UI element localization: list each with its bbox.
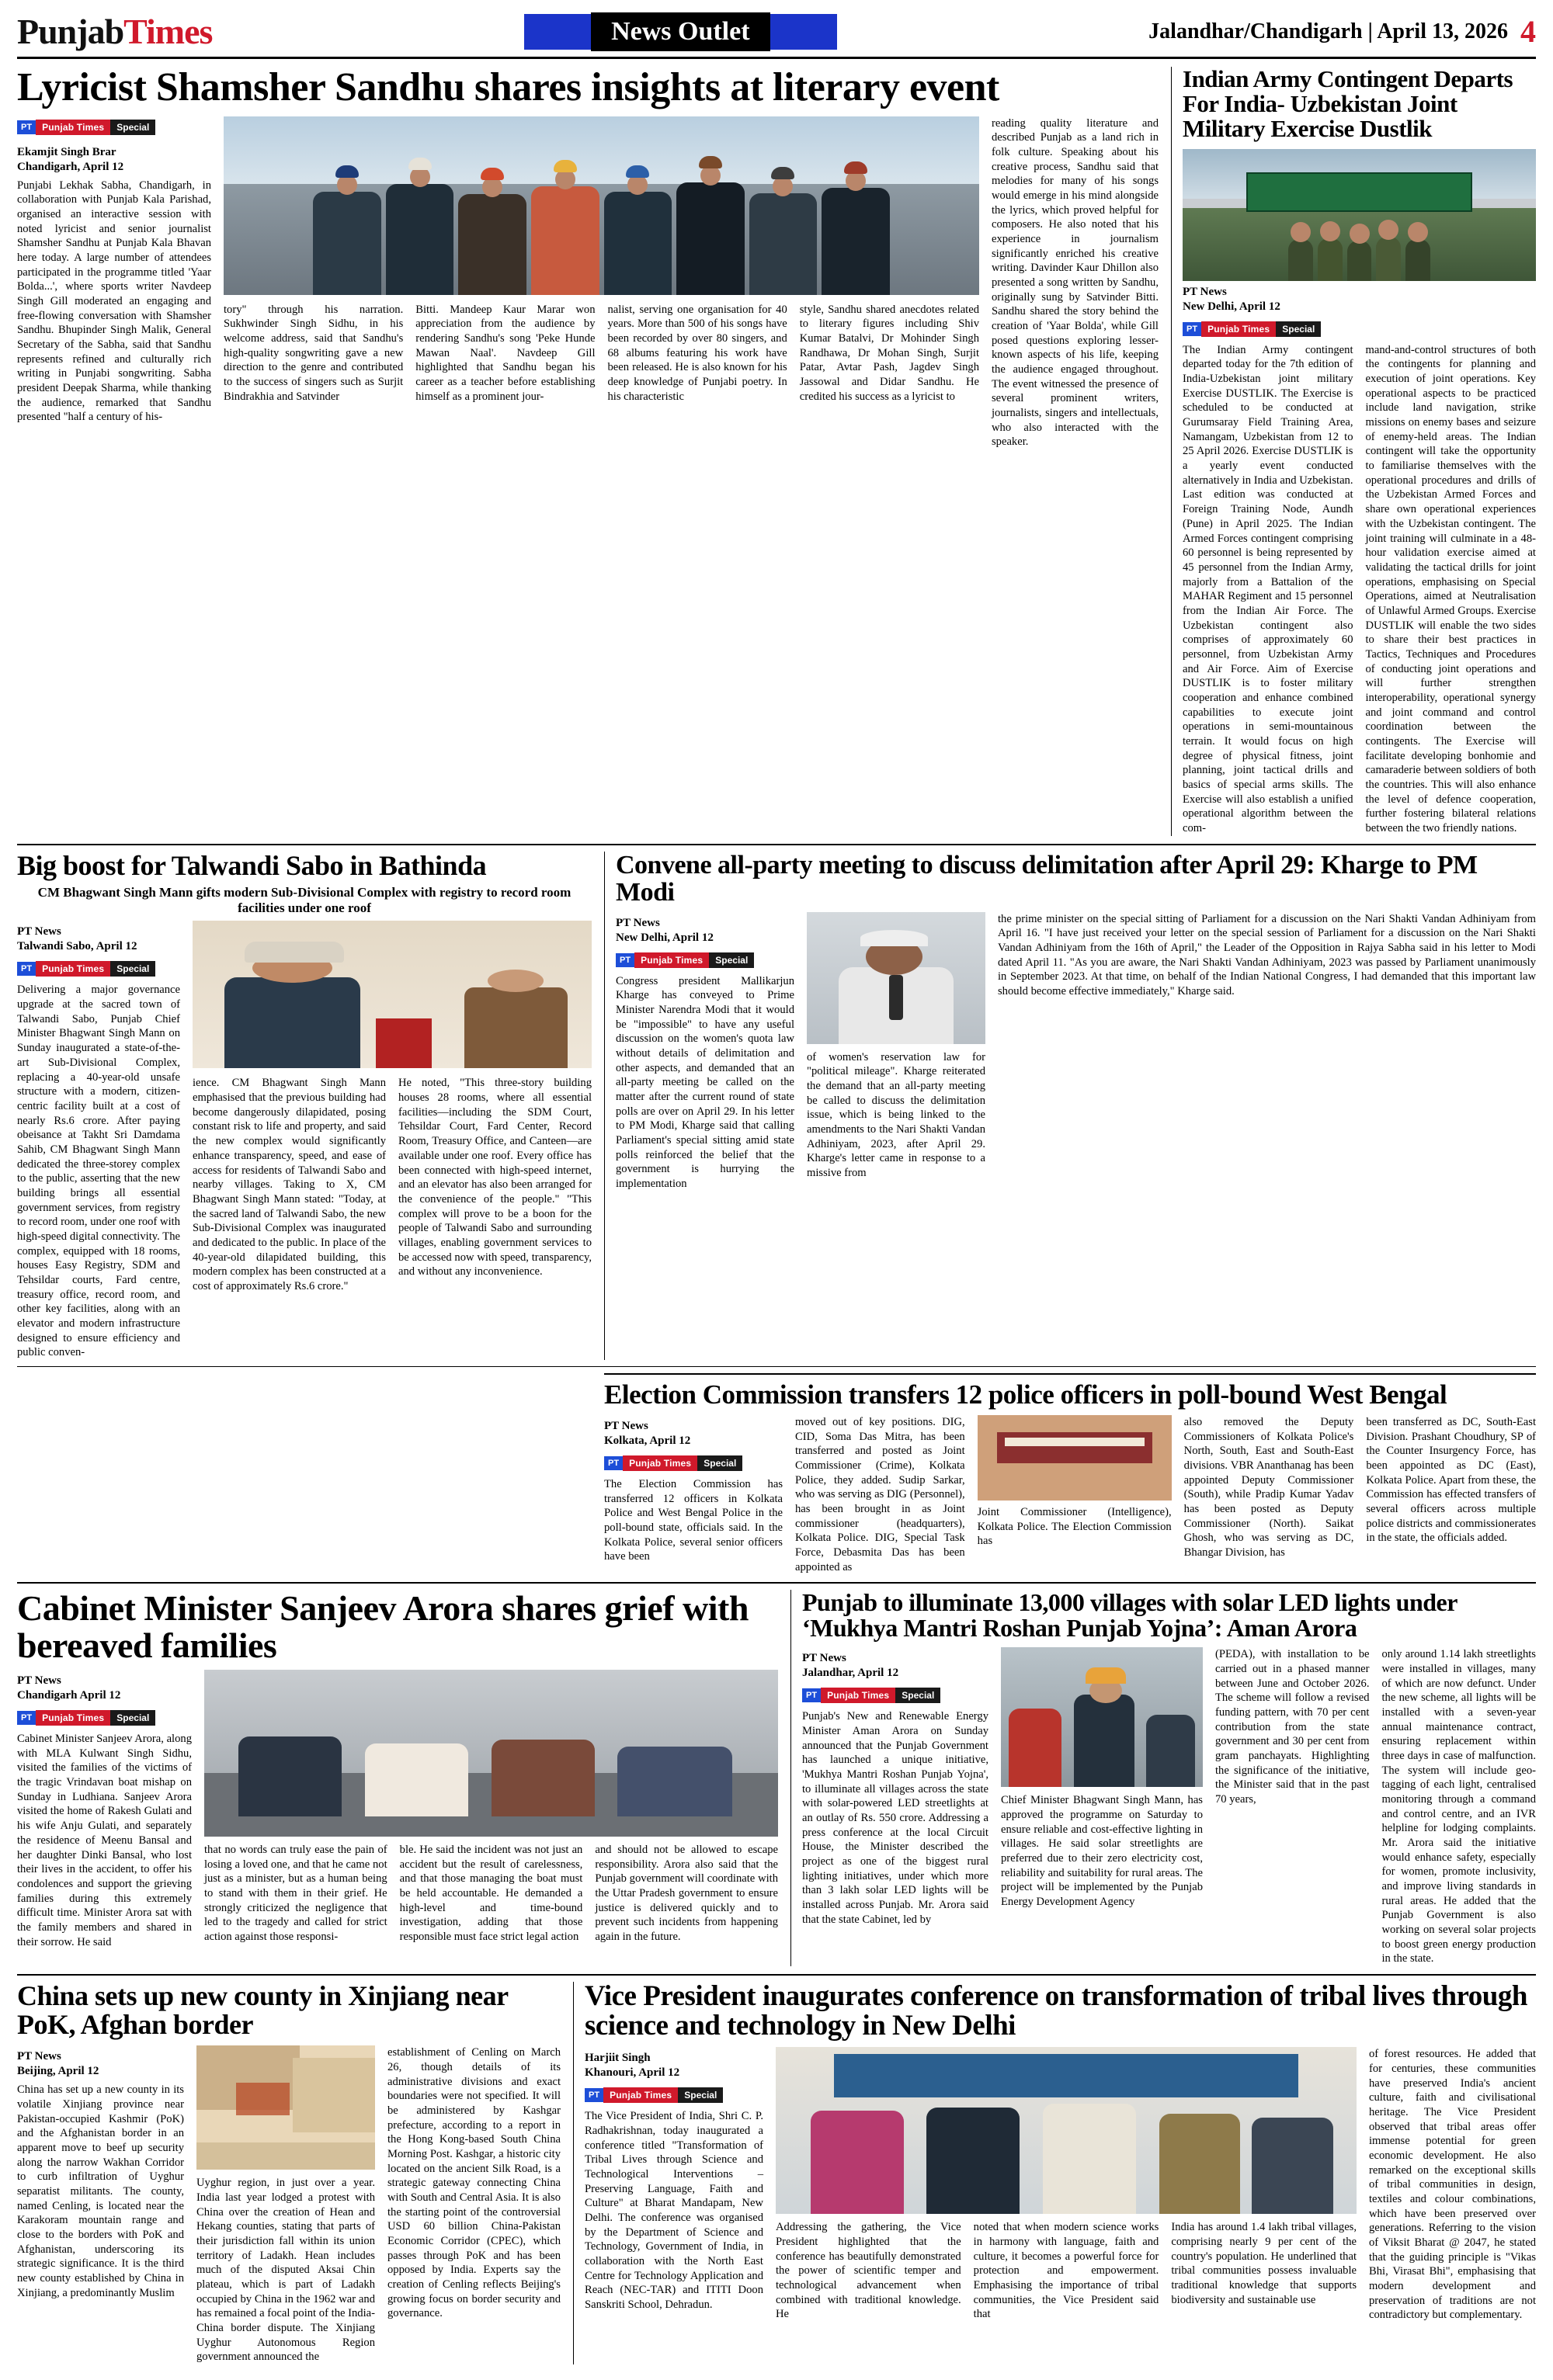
badge-special: Special [1276, 321, 1321, 337]
body-paragraph: only around 1.14 lakh streetlights were installed in villages, many of which are now defunct. Under the new scheme, all lights will be installed with a seven-year annual maintenance contract, ensuring replacement within three days in case of malfunction. The system will include geo-tagging of each light, centralised monitoring through a command and control centre, and an IVR helpline for lodging complaints. Mr. Arora said the initiative would enhance safety, especially for women, promote inclusivity, and improve living standards in rural areas. He added that the Punjab Government is also working on several solar projects to boost green energy production in the state. [1381, 1648, 1536, 1965]
page-title: Lyricist Shamsher Sandhu shares insights at literary event [17, 65, 999, 109]
body-paragraph: been transferred as DC, South-East Division. Prashant Choudhury, SP of the Counter Insurgency Force, has been appointed as DC (East), Kolkata Police. Apart from these, the Commission has effected transfers of several officers across multiple police districts and commissionerates in the state, the officials added. [1366, 1415, 1537, 1545]
article-china [17, 1982, 561, 2364]
body-paragraph: China has set up a new county in its volatile Xinjiang province near Pakistan-occupied Kashmir (PoK) and the Afghanistan border in an apparent move to beef up security along the narrow Wakhan Corridor to curb infiltration of Uyghur separatist militants. The county, named Cenling, is located near the Karakoram mountain range and close to the borders with PoK and Afghanistan, underscoring its strategic significance. It is the third new county established by China in Xinjiang, a predominantly Muslim [17, 2083, 184, 2299]
logo-text-primary: Punjab [17, 12, 124, 51]
outlet-title: News Outlet [591, 12, 770, 51]
lyricist-photo-and-cols [224, 116, 979, 449]
page-number: 4 [1520, 14, 1536, 49]
dateline: Beijing, April 12 [17, 2065, 99, 2078]
ec-office-photo [978, 1415, 1172, 1501]
body-paragraph: Uyghur region, in just over a year. India last year lodged a protest with China over the creation of Hean and Hekang counties, stating that parts of their jurisdiction fall within its union territory of Ladakh. Hean includes much of the disputed Aksai Chin plateau, which is part of Ladakh occupied by China in the 1962 war and has remained a focal point of the India-China border dispute. The Xinjiang Uyghur Autonomous Region government announced the [196, 2177, 375, 2364]
tribal-photo-cols [776, 2047, 1357, 2323]
byline: PT News [616, 916, 660, 929]
body-paragraph: the prime minister on the special sitting of Parliament for a discussion on the Nari Shakti Vandan Adhiniyam from April 16. "I have just received your letter on the special session of Parliament for a discussion on the Nari Shakti Vandan Adhiniyam from the 16th of April," the Leader of the Opposition in Rajya Sabha said in his letter to Modi dated April 11. "As you are aware, the Nari Shakti Vandan Adhiniyam, 2023 was passed by Parliament unanimously in September 2023. At that time, on behalf of the Indian National Congress, I had demanded that this important law should become effective immediately," Kharge said. [998, 912, 1536, 997]
body-paragraph: Addressing the gathering, the Vice President highlighted that the conference has beautifully demonstrated the power of scientific temper and technological advancement when combined with traditional knowledge. He [776, 2221, 961, 2321]
status-badge [17, 120, 155, 135]
dateline: New Delhi, April 12 [616, 931, 714, 944]
article-headline: Indian Army Contingent Departs For India- Uzbekistan Joint Military Exercise Dustlik [1183, 65, 1513, 142]
election-col-1 [604, 1415, 783, 1574]
byline: PT News [17, 925, 61, 938]
banner-blue-right [770, 14, 837, 50]
newspaper-icon: PT [17, 120, 36, 134]
status-badge [616, 952, 754, 968]
press-conference-photo [1001, 1647, 1203, 1787]
article-arora [17, 1590, 778, 1966]
badge-special: Special [110, 120, 155, 135]
article-headline: Election Commission transfers 12 police officers in poll-bound West Bengal [604, 1373, 1536, 1409]
badge-brand: Punjab Times [1201, 321, 1276, 337]
body-paragraph: Punjab's New and Renewable Energy Minister Aman Arora on Sunday announced that the Punjab Government has launched a unique initiative, 'Mukhya Mantri Roshan Punjab Yojna', to illuminate all villages across the state with solar-powered LED streetlights at an outlay of Rs. 550 crore. Addressing a press conference at the local Circuit House, the Minister described the project as one of the biggest rural lighting initiatives, under which more than 3 lakh solar LED lights will be installed across Punjab. Mr. Arora said that the state Cabinet, led by [802, 1710, 988, 1926]
article-lyricist [17, 67, 1159, 836]
banner-blue-left [524, 14, 591, 50]
lyricist-col-1 [17, 116, 211, 449]
article-headline: Big boost for Talwandi Sabo in Bathinda [17, 849, 487, 881]
body-paragraph: The Vice President of India, Shri C. P. Radhakrishnan, today inaugurated a conference titled "Transformation of Tribal Lives through Science and Technological Interventions – Preserving Language, Faith and Culture" at Bharat Mandapam, New Delhi. The conference was organised by the Department of Science and Technology, Government of India, in collaboration with the North East Centre for Technology Application and Reach (NEC-TAR) and ITITI Doon Sanskriti School, Dehradun. [585, 2110, 763, 2312]
publication-logo [17, 11, 212, 52]
byline: PT News [604, 1419, 648, 1432]
body-paragraph: noted that when modern science works in harmony with language, faith and culture, it becomes a powerful force for protection and empowerment. Emphasising the importance of tribal communities, the Vice President said that [973, 2221, 1159, 2321]
tribal-col-1 [585, 2047, 763, 2323]
body-paragraph: India has around 1.4 lakh tribal villages, comprising nearly 9 per cent of the country's population. He underlined that tribal communities possess invaluable traditional knowledge that supports biodiversity and sustainable use [1171, 2221, 1357, 2306]
talwandi-col-1 [17, 921, 180, 1359]
arora-photo-cols [204, 1670, 778, 1949]
badge-special: Special [709, 952, 754, 968]
byline: PT News [17, 1674, 61, 1688]
badge-brand: Punjab Times [623, 1455, 697, 1471]
outlet-banner [524, 12, 836, 51]
kharge-photo [807, 912, 985, 1044]
logo-text-accent: Times [123, 12, 213, 51]
article-solar [790, 1590, 1536, 1966]
body-paragraph: He noted, "This three-story building houses 28 rooms, where all essential facilities—including the SDM Court, Tehsildar Court, Fard Center, Record Room, Treasury Office, and Canteen—are available under one roof. Every office has been connected with high-speed internet, and an elevator has also been arranged for the convenience of the people." "This complex will prove to be a boon for the people of Talwandi Sabo and surrounding villages, enabling government services to be accessed now with speed, transparency, and without any inconvenience. [398, 1077, 592, 1278]
army-photo [1183, 149, 1536, 281]
status-badge [604, 1455, 742, 1471]
edition-info [1148, 13, 1536, 50]
body-paragraph: reading quality literature and described Punjab as a land rich in folk culture. Speaking about his creative process, Sandhu said that melodies for many of his songs would emerge in his mind alongside the lyrics, which proved helpful for composers. He also noted that his experience in journalism significantly enriched his creative writing. Davinder Kaur Dhillon also presented a song written by Sandhu, originally sung by Satvinder Bitti. Sandhu shared the story behind the creation of 'Yaar Bolda', while Gill posed questions exploring lesser-known aspects of his life, keeping the audience engaged throughout. The event witnessed the presence of several prominent writers, journalists, singers and intellectuals, who also interacted with the speaker. [992, 116, 1159, 449]
body-paragraph: The Indian Army contingent departed today for the 7th edition of India-Uzbekistan joint military Exercise DUSTLIK. The Exercise is scheduled to be conducted at Gurumsaray Field Training Area, Namangam, Uzbekistan from 12 to 25 April 2026. Exercise DUSTLIK is a yearly event conducted alternatively in India and Uzbekistan. Last edition was conducted at Foreign Training Node, Aundh (Pune) in April 2025. The Indian Armed Forces contingent comprising 60 personnel is being represented by 45 personnel from the Indian Army, majorly from a Battalion of the MAHAR Regiment and 15 personnel from the Indian Air Force. The Uzbekistan contingent also comprises of approximately 60 personnel, from Uzbekistan Army and Air Force. Aim of Exercise DUSTLIK is to foster military cooperation and enhance combined capabilities to execute joint operations in semi-mountainous terrain. It would focus on high degree of physical fitness, joint planning, joint tactical drills and basics of special arms skills. The Exercise will also establish a unified operational algorithm between the com- [1183, 343, 1353, 834]
body-paragraph: moved out of key positions. DIG, CID, Soma Das Mitra, has been transferred and posted as Joint Commissioner (Crime), Kolkata Police, they added. Sudip Sarkar, who was serving as DIG (Personnel), has been brought in as Joint commissioner (headquarters), Kolkata Police. DIG, Special Task Force, Debasmita Das has been appointed as [795, 1415, 965, 1573]
badge-special: Special [110, 961, 155, 977]
status-badge [585, 2087, 723, 2103]
article-subhead: CM Bhagwant Singh Mann gifts modern Sub-Divisional Complex with registry to record room facilities under one roof [37, 884, 572, 916]
delim-col-2 [807, 912, 985, 1192]
body-paragraph: ience. CM Bhagwant Singh Mann emphasised that the previous building had become dangerously dilapidated, posing constant risk to life and property, and said the new complex would significantly enhance transparency, speed, and ease of access for residents of Talwandi Sabo and nearby villages. Taking to X, CM Bhagwant Singh Mann stated: "Today, at the sacred land of Talwandi Sabo, the new Sub-Divisional Complex was inaugurated and dedicated to the public. In place of the 40-year-old dilapidated building, this modern complex has been constructed at a cost of approximately Rs.6 crore." [193, 1077, 386, 1292]
dateline: Kolkata, April 12 [604, 1434, 691, 1447]
badge-brand: Punjab Times [603, 2087, 678, 2103]
article-headline: Punjab to illuminate 13,000 villages with solar LED lights under ‘Mukhya Mantri Roshan Punjab Yojna’: Aman Arora [802, 1588, 1457, 1643]
badge-special: Special [697, 1455, 742, 1471]
article-army [1171, 67, 1536, 836]
badge-special: Special [110, 1710, 155, 1726]
dateline: Chandigarh, April 12 [17, 160, 124, 173]
byline: PT News [1183, 285, 1227, 298]
arora-col-1 [17, 1670, 192, 1949]
condolence-photo [204, 1670, 778, 1837]
badge-brand: Punjab Times [36, 961, 110, 977]
body-paragraph: also removed the Deputy Commissioners of Kolkata Police's North, South, East and South-East divisions. VBR Ananthanag has been appointed Deputy Commissioner (South), while Pradip Kumar Yadav has been posted as Deputy Commissioner (North). Saikat Ghosh, who was serving as DC, Bhangar Division, has [1183, 1415, 1354, 1559]
byline: Ekamjit Singh Brar [17, 145, 116, 158]
newspaper-icon: PT [17, 962, 36, 976]
badge-brand: Punjab Times [36, 120, 110, 135]
election-photo-col [978, 1415, 1172, 1574]
body-paragraph: Punjabi Lekhak Sabha, Chandigarh, in collaboration with Punjab Kala Parishad, organised an interactive session with noted lyricist and senior journalist Shamsher Sandhu at Punjab Kala Bhavan here today. A large number of attendees participated in the programme titled 'Yaar Bolda...', where sports writer Navdeep Singh Gill moderated an engaging and free-flowing conversation with Shamsher Sandhu. Bhupinder Singh Malik, General Secretary of the Sabha, said that Sandhu represents refined and culturally rich writing in Punjabi songwriting. Sabha president Deepak Sharma, while thanking the audience, remarked that Sandhu presented "half a century of his- [17, 179, 211, 424]
body-paragraph: Cabinet Minister Sanjeev Arora, along with MLA Kulwant Singh Sidhu, visited the families of the victims of the tragic Vrindavan boat mishap on Sunday in Ludhiana. Sanjeev Arora visited the home of Rakesh Gulati and his wife Anju Gulati, and separately the residence of Meenu Bansal and her daughter Dinki Bansal, who lost their lives in the accident, to offer his condolences and support the grieving families during this extremely difficult time. Minister Arora sat with the family members and shared in their sorrow. He said [17, 1733, 192, 1948]
delim-col-1 [616, 912, 794, 1192]
article-election [604, 1373, 1536, 1574]
body-paragraph: Delivering a major governance upgrade at the sacred town of Talwandi Sabo, Punjab Chief Minister Bhagwant Singh Mann on Sunday inaugurated a state-of-the-art Sub-Divisional Complex, replacing a 40-year-old unsafe structure with a modern, citizen-centric facility built at a cost of nearly Rs.6 crore. After paying obeisance at Takht Sri Damdama Sahib, CM Bhagwant Singh Mann dedicated the three-storey complex to the public, asserting that the new building brings all essential government services, from registry to record room, under one roof with high-speed digital connectivity. The complex, equipped with 18 rooms, houses Easy Registry, SDM and Tehsildar courts, Fard centre, treasury office, record room, and other key facilities, along with an elevator and modern infrastructure designed to ensure efficiency and public conven- [17, 984, 180, 1359]
body-paragraph: nalist, serving one organisation for 40 years. More than 500 of his songs have been recorded by over 80 singers, and 68 albums featuring his work have been released. He is also known for his deep knowledge of Punjabi poetry. In his characteristic [607, 303, 787, 403]
body-paragraph: style, Sandhu shared anecdotes related to literary figures including Shiv Kumar Batalvi, Dr Mohinder Singh Randhawa, Dr Mohan Singh, Surjit Patar, Avtar Pash, Jagdev Singh Jassowal and Didar Sandhu. He credited his success as a lyricist to [799, 303, 979, 403]
solar-col-2 [1001, 1647, 1203, 1966]
body-paragraph: Congress president Mallikarjun Kharge has conveyed to Prime Minister Narendra Modi that it would be "impossible" to have any useful discussion on the women's quota law without details of delimitation and other aspects, and demanded that an all-party meeting be called on the matter after the current round of state polls are over on April 29. In his letter to PM Modi, Kharge said that calling Parliament's special sitting amid state polls reinforced the belief that the government is hurrying the implementation [616, 974, 794, 1191]
dateline: Chandigarh April 12 [17, 1689, 121, 1702]
solar-col-1 [802, 1647, 988, 1966]
status-badge [1183, 321, 1321, 337]
badge-brand: Punjab Times [634, 952, 709, 968]
dateline: Khanouri, April 12 [585, 2066, 680, 2080]
body-paragraph: Joint Commissioner (Intelligence), Kolkata Police. The Election Commission has [977, 1505, 1172, 1548]
newspaper-icon: PT [17, 1711, 36, 1725]
body-paragraph: of women's reservation law for "political mileage". Kharge reiterated the demand that an all-party meeting be called to discuss the delimitation issue, which is being linked to the amendments to the Nari Shakti Vandan Adhiniyam, 2023, after April 29. Kharge's letter came in response to a missive from [807, 1050, 985, 1180]
body-paragraph: that no words can truly ease the pain of losing a loved one, and that he came not just as a minister, but as a human being to stand with them in their grief. He strongly criticized the negligence that led to the tragedy and called for strict action against those responsi- [204, 1844, 387, 1944]
newspaper-icon: PT [1183, 322, 1201, 336]
body-paragraph: establishment of Cenling on March 26, though details of its administrative divisions and exact boundaries were not specified. It will be administered by Kashgar prefecture, according to a report in the Hong Kong-based South China Morning Post. Kashgar, a historic city located on the ancient Silk Road, is a strategic gateway connecting China with South and Central Asia. It is also the starting point of the controversial USD 60 billion China-Pakistan Economic Corridor (CPEC), which passes through PoK and has been opposed by India. Experts say the creation of Cenling reflects Beijing's growing focus on border security and governance. [387, 2046, 561, 2320]
cm-photo [193, 921, 592, 1068]
masthead [17, 11, 1536, 59]
body-paragraph: ble. He said the incident was not just an accident but the result of carelessness, and that those managing the boat must be held accountable. He demanded a high-level and time-bound investigation, adding that those responsible must face strict legal action [399, 1844, 583, 1944]
body-paragraph: Chief Minister Bhagwant Singh Mann, has approved the programme on Saturday to ensure reliable and cost-effective lighting in villages. He said solar streetlights are preferred due to their zero electricity cost, reliability and suitability for rural areas. The project will be implemented by the Punjab Energy Development Agency [1001, 1794, 1203, 1908]
status-badge [802, 1688, 940, 1703]
china-col-1 [17, 2045, 184, 2364]
china-col-2 [196, 2045, 375, 2364]
article-tribal [573, 1982, 1536, 2364]
body-paragraph: tory" through his narration. Sukhwinder Singh Sidhu, in his welcome address, said that Sandhu's high-quality songwriting gave a new direction to the genre and contributed to the success of singers such as Surjit Bindrakhia and Satvinder [224, 303, 404, 403]
badge-brand: Punjab Times [821, 1688, 895, 1703]
badge-special: Special [678, 2087, 723, 2103]
status-badge [17, 961, 155, 977]
edition-text: Jalandhar/Chandigarh | April 13, 2026 [1148, 19, 1508, 43]
article-headline: China sets up new county in Xinjiang near PoK, Afghan border [17, 1980, 508, 2041]
body-paragraph: of forest resources. He added that for centuries, these communities have preserved India's ancient culture, faith and civilisational heritage. The Vice President observed that tribal areas offer immense potential for green economic development. He also remarked on the exceptional skills of tribal communities in design, textiles and colour combinations, which have been preserved over generations. Referring to the vision of Viksit Bharat @ 2047, he stated that the guiding principle is "Vikas Bhi, Virasat Bhi", emphasising that modern development and preservation of traditions are not contradictory but complementary. [1369, 2048, 1536, 2322]
body-paragraph: The Election Commission has transferred 12 officers in Kolkata Police and West Bengal Police in the poll-bound state, officials said. In the Kolkata Police, several senior officers have been [604, 1477, 783, 1563]
body-paragraph: Bitti. Mandeep Kaur Marar won appreciation from the audience by rendering Sandhu's song 'Peke Hunde Mawan Naal'. Navdeep Gill highlighted that Sandhu began his career as a teacher before establishing himself as a prominent jour- [415, 303, 596, 403]
badge-special: Special [895, 1688, 940, 1703]
event-photo [224, 116, 979, 295]
status-badge [17, 1710, 155, 1726]
conference-photo [776, 2047, 1357, 2214]
newspaper-icon: PT [604, 1456, 623, 1470]
article-headline: Vice President inaugurates conference on transformation of tribal lives through science and technology in New Delhi [585, 1980, 1527, 2042]
byline: PT News [802, 1652, 846, 1665]
body-paragraph: and should not be allowed to escape responsibility. Arora also said that the Punjab government will coordinate with the Uttar Pradesh government to ensure justice is delivered quickly and to prevent such incidents from happening again in the future. [595, 1844, 779, 1944]
article-headline: Convene all-party meeting to discuss delimitation after April 29: Kharge to PM Modi [616, 850, 1478, 907]
body-paragraph: (PEDA), with installation to be carried out in a phased manner between June and October 2026. The scheme will follow a revised funding pattern, with 70 per cent contribution from the state government and 30 per cent from gram panchayats. Highlighting the significance of the initiative, the Minister said that in the past 70 years, [1215, 1648, 1370, 1806]
article-talwandi [17, 849, 592, 1360]
newspaper-icon: PT [802, 1688, 821, 1702]
badge-brand: Punjab Times [36, 1710, 110, 1726]
map-photo [196, 2045, 375, 2170]
dateline: Jalandhar, April 12 [802, 1667, 899, 1680]
newspaper-icon: PT [585, 2088, 603, 2102]
byline: PT News [17, 2050, 61, 2063]
byline: Harjiit Singh [585, 2052, 651, 2065]
talwandi-photo-cols [193, 921, 592, 1359]
body-paragraph: mand-and-control structures of both the contingents for planning and execution of joint operations. Key operational aspects to be practiced include land navigation, strike missions on enemy bases and seizure of enemy-held areas. The Indian contingent will take the opportunity to familiarise themselves with the operational procedures and drills of the Uzbekistan Armed Forces and share own operational experiences with the Uzbekistan contingent. The joint training will culminate in a 48-hour validation exercise aimed at validating the tactical drills for joint operations, emphasising on Special Operations, aimed at Neutralisation of Unlawful Armed Groups. Exercise DUSTLIK will enable the two sides to share their best practices in Tactics, Techniques and Procedures of conducting joint operations and will further strengthen interoperability, operational synergy and joint command and control coordination between the contingents. The Exercise will facilitate developing bonhomie and camaraderie between soldiers of both the countries. This will also enhance the level of defence cooperation, further fostering bilateral relations between the two friendly nations. [1365, 343, 1536, 834]
dateline: Talwandi Sabo, April 12 [17, 940, 137, 953]
article-delimitation [604, 852, 1536, 1360]
dateline: New Delhi, April 12 [1183, 300, 1280, 313]
newspaper-icon: PT [616, 953, 634, 967]
article-headline: Cabinet Minister Sanjeev Arora shares grief with bereaved families [17, 1588, 749, 1665]
